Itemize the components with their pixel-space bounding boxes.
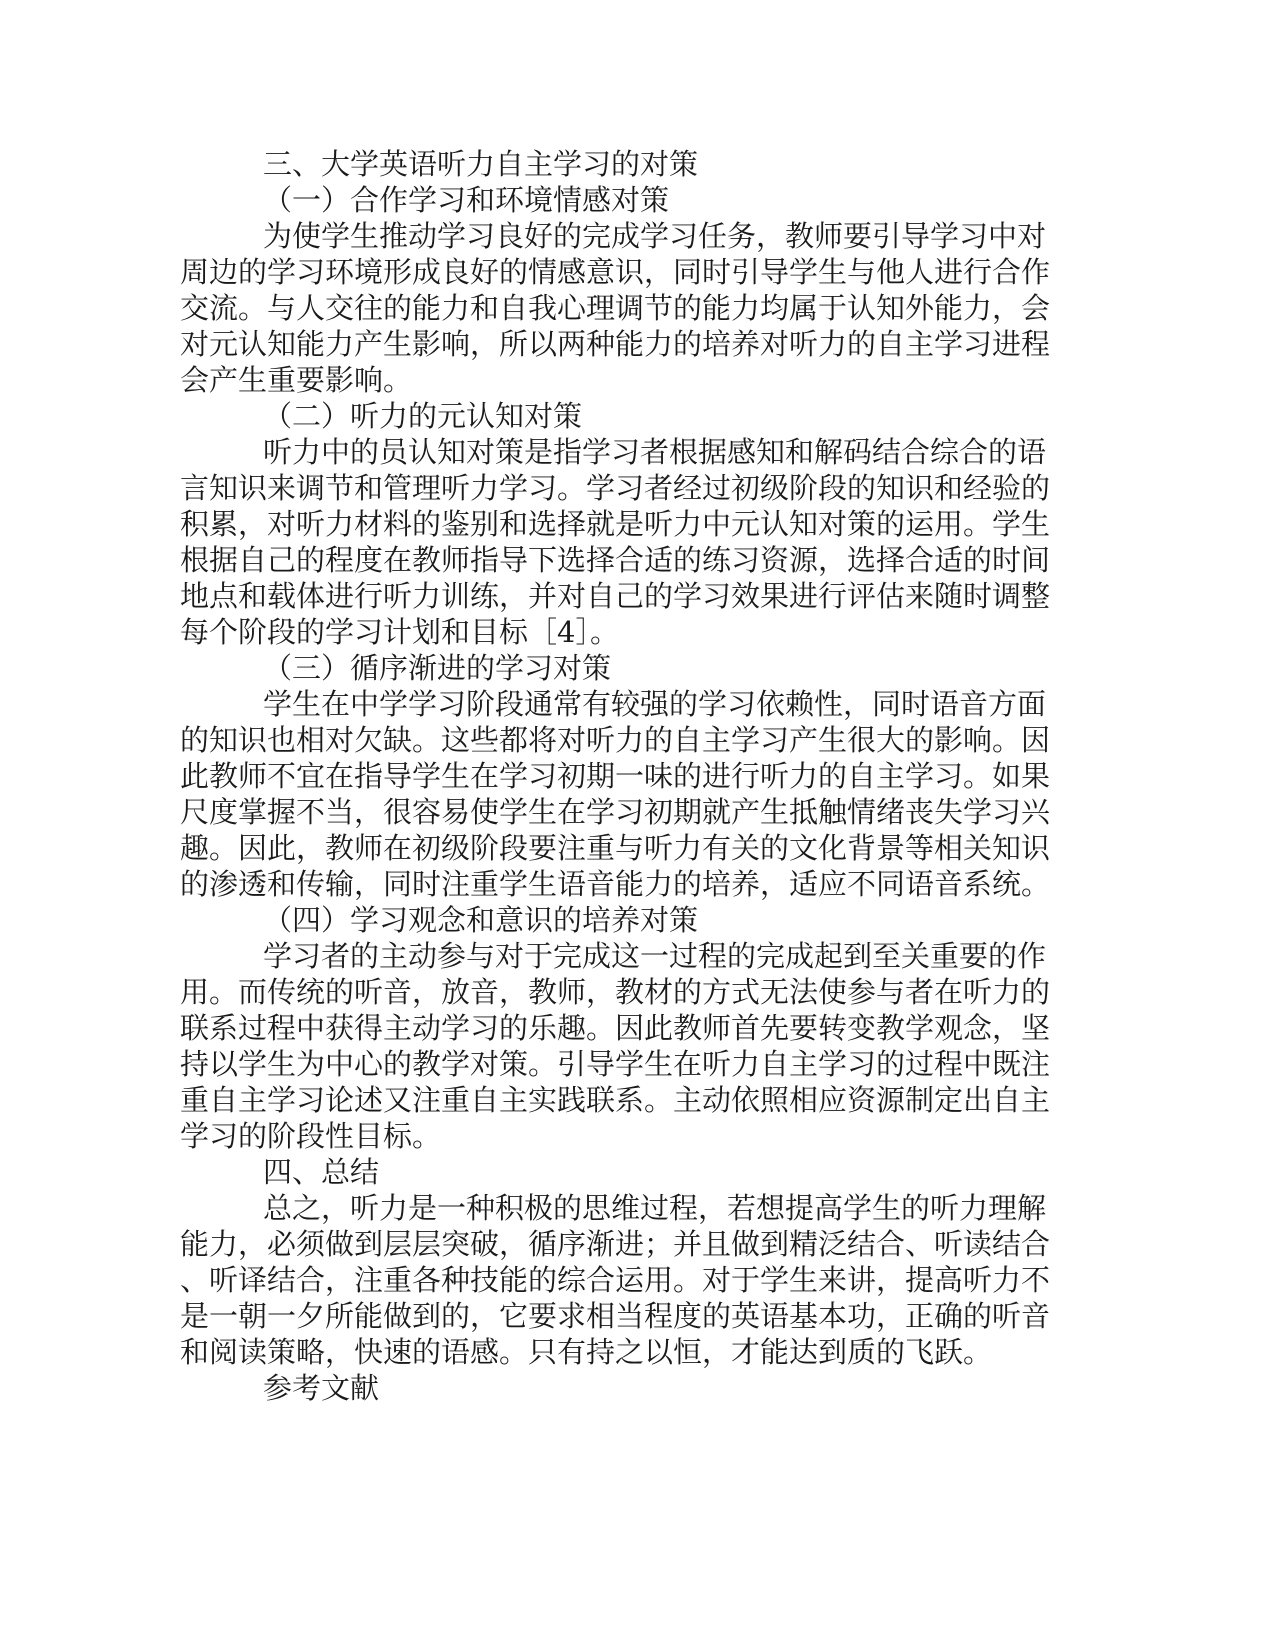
paragraph-line: 重自主学习论述又注重自主实践联系。主动依照相应资源制定出自主 bbox=[180, 1083, 1051, 1117]
paragraph-line: 听力中的员认知对策是指学习者根据感知和解码结合综合的语 bbox=[263, 435, 1047, 469]
paragraph-line: 每个阶段的学习计划和目标［4］。 bbox=[180, 615, 619, 649]
paragraph-line: 能力，必须做到层层突破，循序渐进；并且做到精泛结合、听读结合 bbox=[180, 1227, 1051, 1261]
paragraph-line: 持以学生为中心的教学对策。引导学生在听力自主学习的过程中既注 bbox=[180, 1047, 1051, 1081]
paragraph-line: 学习的阶段性目标。 bbox=[180, 1119, 442, 1153]
subsection-heading: （四）学习观念和意识的培养对策 bbox=[263, 903, 699, 937]
paragraph-line: 总之，听力是一种积极的思维过程，若想提高学生的听力理解 bbox=[263, 1191, 1047, 1225]
paragraph-line: 积累，对听力材料的鉴别和选择就是听力中元认知对策的运用。学生 bbox=[180, 507, 1051, 541]
paragraph-line: 地点和载体进行听力训练，并对自己的学习效果进行评估来随时调整 bbox=[180, 579, 1051, 613]
paragraph-line: 为使学生推动学习良好的完成学习任务，教师要引导学习中对 bbox=[263, 219, 1047, 253]
paragraph-line: 学习者的主动参与对于完成这一过程的完成起到至关重要的作 bbox=[263, 939, 1047, 973]
section-heading: 四、总结 bbox=[263, 1155, 380, 1189]
paragraph-line: 根据自己的程度在教师指导下选择合适的练习资源，选择合适的时间 bbox=[180, 543, 1051, 577]
paragraph-line: 、听译结合，注重各种技能的综合运用。对于学生来讲，提高听力不 bbox=[180, 1263, 1051, 1297]
paragraph-line: 趣。因此，教师在初级阶段要注重与听力有关的文化背景等相关知识 bbox=[180, 831, 1051, 865]
paragraph-line: 是一朝一夕所能做到的，它要求相当程度的英语基本功，正确的听音 bbox=[180, 1299, 1051, 1333]
subsection-heading: （二）听力的元认知对策 bbox=[263, 399, 583, 433]
paragraph-line: 和阅读策略，快速的语感。只有持之以恒，才能达到质的飞跃。 bbox=[180, 1335, 993, 1369]
paragraph-line: 的知识也相对欠缺。这些都将对听力的自主学习产生很大的影响。因 bbox=[180, 723, 1051, 757]
paragraph-line: 用。而传统的听音，放音，教师，教材的方式无法使参与者在听力的 bbox=[180, 975, 1051, 1009]
paragraph-line: 言知识来调节和管理听力学习。学习者经过初级阶段的知识和经验的 bbox=[180, 471, 1051, 505]
paragraph-line: 对元认知能力产生影响，所以两种能力的培养对听力的自主学习进程 bbox=[180, 327, 1051, 361]
paragraph-line: 学生在中学学习阶段通常有较强的学习依赖性，同时语音方面 bbox=[263, 687, 1047, 721]
paragraph-line: 尺度掌握不当，很容易使学生在学习初期就产生抵触情绪丧失学习兴 bbox=[180, 795, 1051, 829]
paragraph-line: 交流。与人交往的能力和自我心理调节的能力均属于认知外能力，会 bbox=[180, 291, 1051, 325]
section-heading: 三、大学英语听力自主学习的对策 bbox=[263, 147, 699, 181]
references-heading: 参考文献 bbox=[263, 1371, 380, 1405]
paragraph-line: 此教师不宜在指导学生在学习初期一味的进行听力的自主学习。如果 bbox=[180, 759, 1051, 793]
paragraph-line: 联系过程中获得主动学习的乐趣。因此教师首先要转变教学观念，坚 bbox=[180, 1011, 1051, 1045]
paragraph-line: 会产生重要影响。 bbox=[180, 363, 413, 397]
subsection-heading: （三）循序渐进的学习对策 bbox=[263, 651, 612, 685]
paragraph-line: 的渗透和传输，同时注重学生语音能力的培养，适应不同语音系统。 bbox=[180, 867, 1051, 901]
subsection-heading: （一）合作学习和环境情感对策 bbox=[263, 183, 670, 217]
paragraph-line: 周边的学习环境形成良好的情感意识，同时引导学生与他人进行合作 bbox=[180, 255, 1051, 289]
